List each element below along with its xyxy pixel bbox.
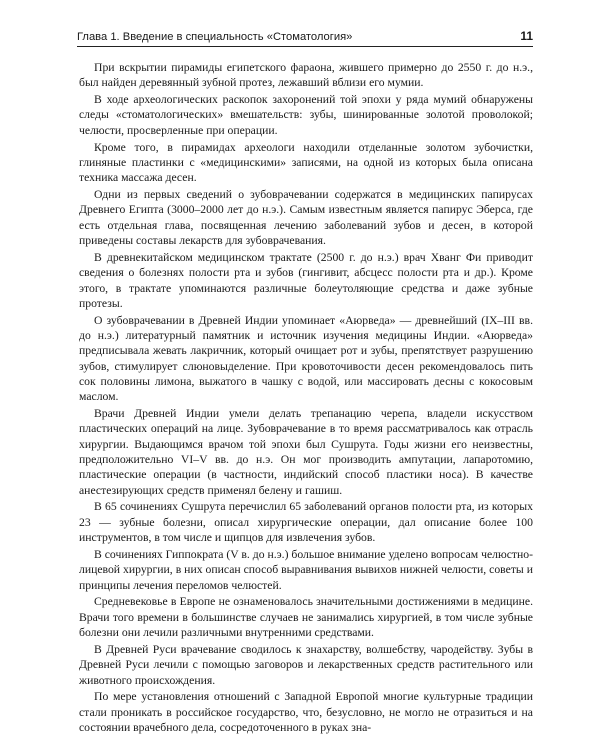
paragraph: В ходе археологических раскопок захоронений той эпохи у ряда мумий обнаружены следы «стоматологических» вмешательств: зубы, шинированные золотой проволокой; челюсти, просверленные при операции. (79, 93, 533, 137)
paragraph: Одни из первых сведений о зубоврачевании содержатся в медицинских папирусах Древнего Египта (3000–2000 лет до н.э.). Самым известным является папирус Эберса, где есть отдельная глава, посвященная лечению заболеваний зубов и десен, в которой приведены составы лекарств для зубоврачевания. (79, 188, 533, 248)
paragraph: По мере установления отношений с Западной Европой многие культурные традиции стали проникать в российское государство, что, безусловно, не могло не отразиться и на состоянии врачебного дела, сосредоточенного в руках зна- (79, 690, 533, 734)
paragraph: В Древней Руси врачевание сводилось к знахарству, волшебству, чародейству. Зубы в Древней Руси лечили с помощью заговоров и лекарственных средств растительного или животного происхождения. (79, 642, 533, 687)
paragraph: В 65 сочинениях Сушрута перечислил 65 заболеваний органов полости рта, из которых 23 — зубные болезни, описал хирургические операции, дал описание более 100 инструментов, в том числе и щипцов для извлечения зубов. (79, 500, 533, 545)
paragraph: Кроме того, в пирамидах археологи находили отделанные золотом зубочистки, глиняные пластинки с «медицинскими» записями, на одной из которых была описана техника массажа десен. (79, 140, 533, 185)
paragraph: Врачи Древней Индии умели делать трепанацию черепа, владели искусством пластических операций на лице. Зубоврачевание в то время рассматривалось как отрасль хирургии. Выдающимся врачом той эпохи был Сушрута. Годы жизни его неизвестны, предположительно VI–V вв. до н.э. Он мог производить ампутации, лапаротомию, пластические операции (в частности, индийский способ пластики носа). В качестве анестезирующих средств применял белену и гашиш. (79, 407, 533, 497)
page-number: 11 (520, 29, 533, 43)
chapter-title: Глава 1. Введение в специальность «Стоматология» (77, 31, 353, 43)
paragraph: Средневековье в Европе не ознаменовалось значительными достижениями в медицине. Врачи того времени в большинстве случаев не занимались хирургией, в том числе зубные болезни они лечили различными внутренними средствами. (79, 595, 533, 640)
paragraph: О зубоврачевании в Древней Индии упоминает «Аюрведа» — древнейший (IX–III вв. до н.э.) литературный памятник и источник изучения медицины Индии. «Аюрведа» предписывала жевать лакричник, который очищает рот и зубы, препятствует разрушению зубов, стимулирует слюновыделение. При кровоточивости десен рекомендовалось пить сок половины лимона, выжатого в чашку с водой, или массировать десны с кокосовым маслом. (79, 313, 533, 404)
paragraph: В древнекитайском медицинском трактате (2500 г. до н.э.) врач Хванг Фи приводит сведения о болезнях полости рта и зубов (гингивит, абсцесс полости рта и др.). Кроме этого, в трактате упоминаются различные болеутоляющие средства и даже зубные протезы. (79, 250, 533, 310)
paragraph: При вскрытии пирамиды египетского фараона, жившего примерно до 2550 г. до н.э., был найден деревянный зубной протез, лежавший вблизи его мумии. (79, 61, 533, 90)
body-text (79, 60, 533, 737)
running-header (77, 25, 533, 47)
paragraph: В сочинениях Гиппократа (V в. до н.э.) большое внимание уделено вопросам челюстно-лицевой хирургии, в них описан способ выравнивания вывихов нижней челюсти, советы и принципы лечения переломов челюстей. (79, 547, 533, 592)
